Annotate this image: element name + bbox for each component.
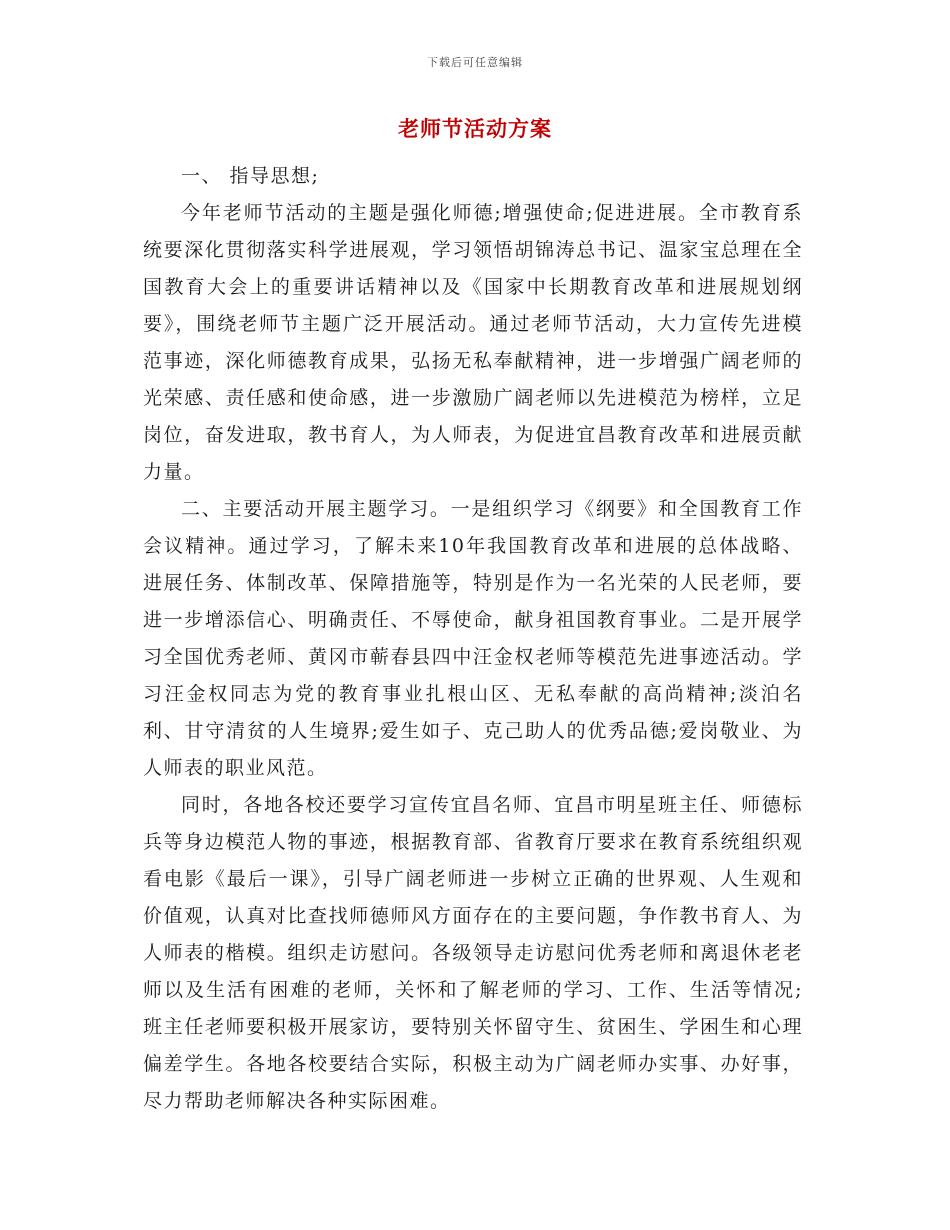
paragraph-main-activities: 二、主要活动开展主题学习。一是组织学习《纲要》和全国教育工作会议精神。通过学习，了解未来10年我国教育改革和进展的总体战略、进展任务、体制改革、保障措施等，特别是作为一名光荣的人民老师，要进一步增添信心、明确责任、不辱使命，献身祖国教育事业。二是开展学习全国优秀老师、黄冈市蕲春县四中汪金权老师等模范先进事迹活动。学习汪金权同志为党的教育事业扎根山区、无私奉献的高尚精神;淡泊名利、甘守清贫的人生境界;爱生如子、克己助人的优秀品德;爱岗敬业、为人师表的职业风范。 (143, 498, 803, 779)
document-body (143, 158, 803, 1120)
section-heading-guiding-ideology: 一、 指导思想; (181, 165, 320, 187)
document-title: 老师节活动方案 (398, 116, 552, 141)
page-header: 下载后可任意编辑 (427, 56, 523, 69)
paragraph-visits: 同时，各地各校还要学习宣传宜昌名师、宜昌市明星班主任、师德标兵等身边模范人物的事迹，根据教育部、省教育厅要求在教育系统组织观看电影《最后一课》，引导广阔老师进一步树立正确的世界观、人生观和价值观，认真对比查找师德师风方面存在的主要问题，争作教书育人、为人师表的楷模。组织走访慰问。各级领导走访慰问优秀老师和离退休老老师以及生活有困难的老师，关怀和了解老师的学习、工作、生活等情况;班主任老师要积极开展家访，要特别关怀留守生、贫困生、学困生和心理偏差学生。各地各校要结合实际，积极主动为广阔老师办实事、办好事，尽力帮助老师解决各种实际困难。 (143, 794, 803, 1112)
paragraph-theme: 今年老师节活动的主题是强化师德;增强使命;促进进展。全市教育系统要深化贯彻落实科学进展观，学习领悟胡锦涛总书记、温家宝总理在全国教育大会上的重要讲话精神以及《国家中长期教育改革和进展规划纲要》，围绕老师节主题广泛开展活动。通过老师节活动，大力宣传先进模范事迹，深化师德教育成果，弘扬无私奉献精神，进一步增强广阔老师的光荣感、责任感和使命感，进一步激励广阔老师以先进模范为榜样，立足岗位，奋发进取，教书育人，为人师表，为促进宜昌教育改革和进展贡献力量。 (143, 202, 803, 483)
